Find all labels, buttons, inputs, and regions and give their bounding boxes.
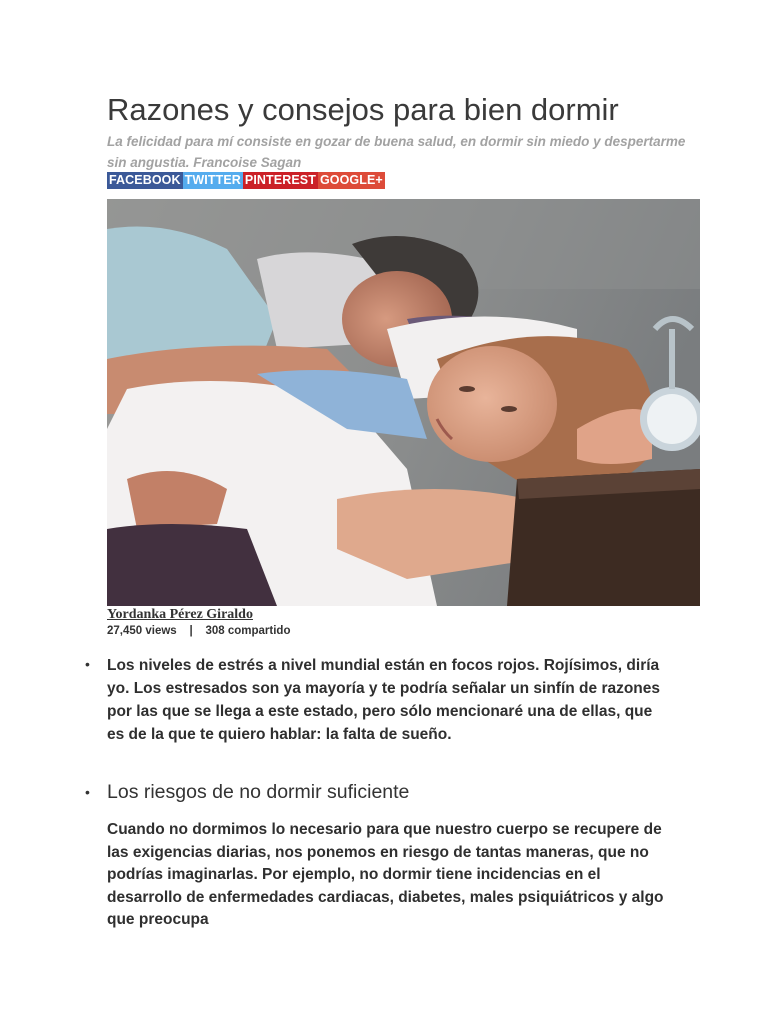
section-heading: Los riesgos de no dormir suficiente (107, 781, 410, 803)
shares-count: 308 compartido (205, 625, 291, 637)
share-googleplus-button[interactable]: GOOGLE+ (319, 173, 383, 187)
section-paragraph: Cuando no dormimos lo necesario para que nuestro cuerpo se recupere de las exigencias diarias, nos ponemos en riesgo de tantas maneras, que no podrías imaginarlas. Por ejemplo, no dormir tiene incidencias en el desarrollo de enfermedades cardiacas, diabetes, males psiquiátricos y algo que preocupa (107, 821, 664, 928)
bullet-icon: • (85, 784, 90, 800)
stats-separator: | (189, 625, 193, 637)
article-title: Razones y consejos para bien dormir (107, 92, 619, 127)
share-twitter-button[interactable]: TWITTER (184, 173, 241, 187)
share-pinterest-button[interactable]: PINTEREST (244, 173, 316, 187)
article-photo (107, 199, 700, 606)
share-bar (107, 172, 385, 189)
article-stats (107, 624, 290, 638)
author-link[interactable]: Yordanka Pérez Giraldo (107, 607, 253, 622)
bullet-icon: • (85, 656, 90, 672)
intro-paragraph: Los niveles de estrés a nivel mundial están en focos rojos. Rojísimos, diría yo. Los estresados son ya mayoría y te podría señalar un sinfín de razones por las que se llega a este estado, pero sólo mencionaré una de ellas, que es de la que te quiero hablar: la falta de sueño. (107, 657, 661, 743)
share-facebook-button[interactable]: FACEBOOK (109, 173, 181, 187)
views-count: 27,450 views (107, 625, 177, 637)
article-subtitle-quote: La felicidad para mí consiste en gozar de buena salud, en dormir sin miedo y despertarme sin angustia. Francoise Sagan (107, 134, 686, 170)
